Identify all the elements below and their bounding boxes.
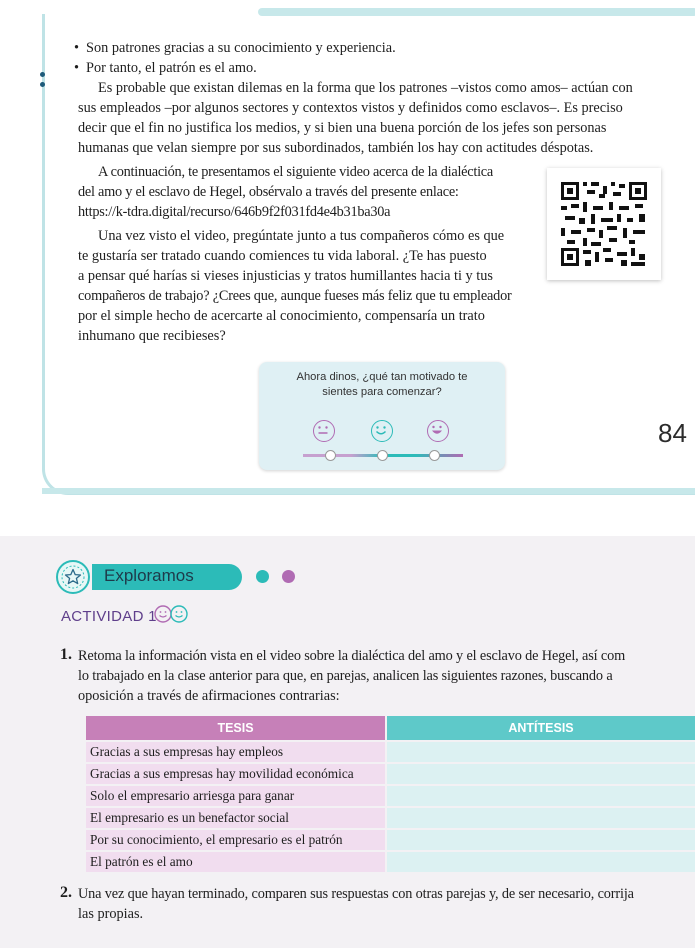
frame-top-bar [258, 8, 695, 16]
qr-code[interactable] [547, 168, 661, 280]
table-cell-antitesis[interactable] [387, 852, 695, 872]
smile-face-icon[interactable] [371, 420, 393, 442]
mood-question: Ahora dinos, ¿qué tan motivado te sientes para comenzar? [296, 371, 468, 398]
qr-code-icon [547, 168, 661, 280]
neutral-face-icon[interactable] [313, 420, 335, 442]
table-cell-tesis: Gracias a sus empresas hay empleos [86, 742, 385, 762]
table-cell-antitesis[interactable] [387, 742, 695, 762]
table-cell-tesis: Gracias a sus empresas hay movilidad económica [86, 764, 385, 784]
item-number: 2. [60, 884, 72, 901]
star-icon [56, 560, 90, 594]
page-number: 84 [658, 418, 687, 448]
table-header-tesis: TESIS [86, 716, 385, 740]
activity-label: ACTIVIDAD 1 [61, 608, 157, 625]
table-header-antitesis: ANTÍTESIS [387, 716, 695, 740]
paragraph-dilemmas: Es probable que existan dilemas en la forma que los patrones –vistos como amos– actúan con sus empleados –por algunos sectores y contextos vistos y definidos como esclavos–. Es preciso decir que el fin no justifica los medios, y si bien una buena porción de los jefes son personas humanas que velan siempre por sus subordinados, también los hay con actitudes déspotas. [78, 80, 633, 156]
happy-face-icon[interactable] [427, 420, 449, 442]
paragraph-video: A continuación, te presentamos el siguiente video acerca de la dialéctica del amo y el esclavo de Hegel, obsérvalo a través del presente enlace: https://k-tdra.digital/recurso/646b9f2f031fd4e4b31ba30a [78, 162, 548, 222]
slider-handle[interactable] [377, 450, 388, 461]
paragraph-questions: Una vez visto el video, pregúntate junto a tus compañeros cómo es que te gustaría ser tratado cuando comiences tu vida laboral. ¿Te has puesto a pensar qué harías si vieses injusticias y tratos humillantes hacia ti y tus compañeros de trabajo? ¿Crees que, aunque fueses más feliz que tu empleador por el simple hecho de acercarte al conocimiento, compensaría un trato inhumano que recibieses? [78, 228, 512, 344]
table-cell-antitesis[interactable] [387, 764, 695, 784]
side-dots-icon [40, 72, 46, 98]
item-2-text: Una vez que hayan terminado, comparen sus respuestas con otras parejas y, de ser necesario, corrija las propias. [78, 886, 634, 922]
video-link[interactable]: https://k-tdra.digital/recurso/646b9f2f031fd4e4b31ba30a [78, 204, 391, 220]
table-cell-antitesis[interactable] [387, 808, 695, 828]
table-cell-tesis: El empresario es un benefactor social [86, 808, 385, 828]
slider-handle[interactable] [325, 450, 336, 461]
item-1-text: Retoma la información vista en el video sobre la dialéctica del amo y el esclavo de Hegel, así com lo trabajado en la clase anterior para que, en parejas, analicen las siguientes razones, buscando a oposición a través de afirmaciones contrarias: [78, 648, 626, 704]
bullet-item: • Por tanto, el patrón es el amo. [86, 58, 257, 78]
table-cell-antitesis[interactable] [387, 786, 695, 806]
table-cell-antitesis[interactable] [387, 830, 695, 850]
purple-dot-icon [282, 570, 295, 583]
table-cell-tesis: Solo el empresario arriesga para ganar [86, 786, 385, 806]
table-cell-tesis: Por su conocimiento, el empresario es el patrón [86, 830, 385, 850]
bullet-item: • Son patrones gracias a su conocimiento y experiencia. [86, 38, 396, 58]
teal-dot-icon [256, 570, 269, 583]
item-number: 1. [60, 646, 72, 663]
mood-survey [259, 362, 505, 470]
table-cell-tesis: El patrón es el amo [86, 852, 385, 872]
slider-handle[interactable] [429, 450, 440, 461]
frame-bottom-bar [42, 488, 695, 494]
pair-faces-icon [153, 604, 193, 624]
section-title: Exploramos [104, 566, 194, 585]
